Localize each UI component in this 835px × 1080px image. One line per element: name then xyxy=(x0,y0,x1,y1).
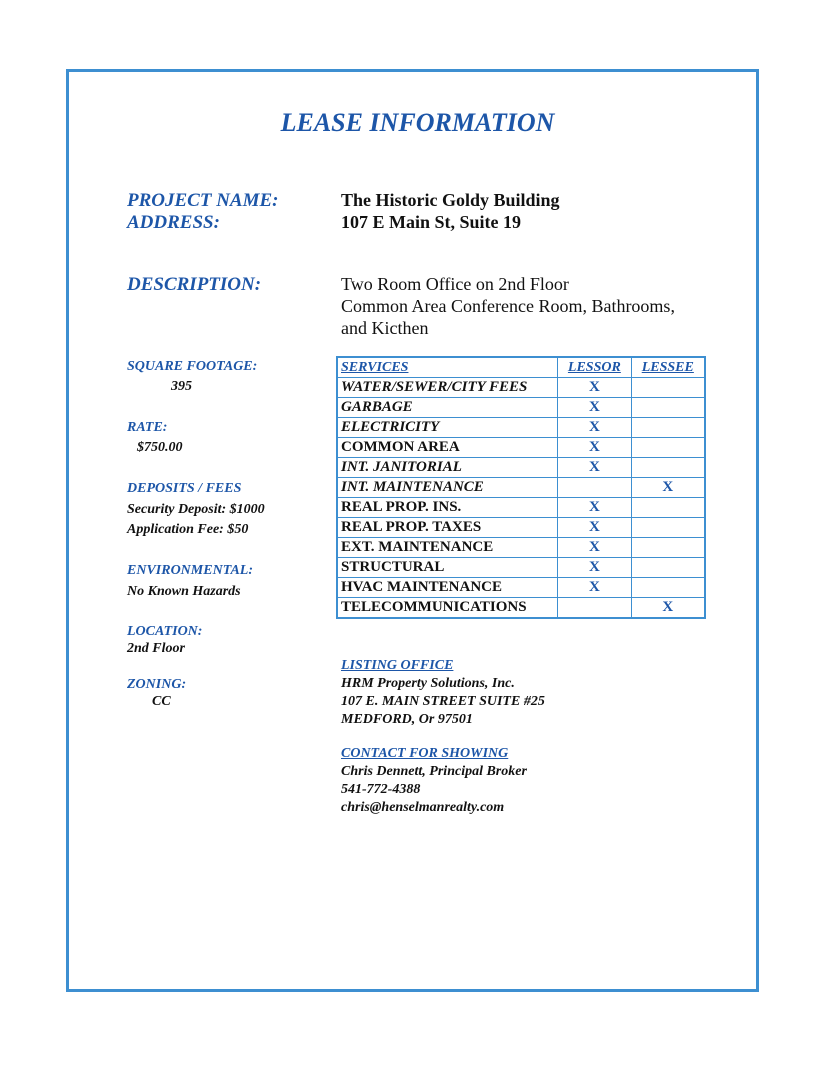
services-header: SERVICES xyxy=(337,357,558,378)
listing-office-street: 107 E. MAIN STREET SUITE #25 xyxy=(341,694,545,709)
service-name: REAL PROP. TAXES xyxy=(337,518,558,538)
lessor-mark: X xyxy=(558,578,631,598)
service-row xyxy=(337,498,705,518)
contact-email: chris@henselmanrealty.com xyxy=(341,800,505,815)
service-name: EXT. MAINTENANCE xyxy=(337,538,558,558)
lessor-mark: X xyxy=(558,378,631,398)
lessee-mark xyxy=(631,458,705,478)
service-name: WATER/SEWER/CITY FEES xyxy=(337,378,558,398)
page-title: LEASE INFORMATION xyxy=(280,108,555,137)
service-name: INT. MAINTENANCE xyxy=(337,478,558,498)
address-value: 107 E Main St, Suite 19 xyxy=(341,212,522,232)
service-name: ELECTRICITY xyxy=(337,418,558,438)
address-label: ADDRESS: xyxy=(127,212,220,233)
description-line: and Kicthen xyxy=(341,318,429,338)
lessor-mark: X xyxy=(558,398,631,418)
lessee-mark xyxy=(631,578,705,598)
service-row xyxy=(337,478,705,498)
contact-phone: 541-772-4388 xyxy=(341,782,421,797)
listing-office-name: HRM Property Solutions, Inc. xyxy=(341,676,515,691)
description-line: Two Room Office on 2nd Floor xyxy=(341,274,569,294)
square-footage-value: 395 xyxy=(171,379,192,394)
service-name: HVAC MAINTENANCE xyxy=(337,578,558,598)
lessee-mark xyxy=(631,418,705,438)
service-row xyxy=(337,458,705,478)
contact-label: CONTACT FOR SHOWING xyxy=(341,746,509,761)
security-deposit: Security Deposit: $1000 xyxy=(127,502,265,517)
description-label: DESCRIPTION: xyxy=(127,274,262,295)
contact-name: Chris Dennett, Principal Broker xyxy=(341,764,527,779)
service-row xyxy=(337,438,705,458)
service-name: REAL PROP. INS. xyxy=(337,498,558,518)
zoning-value: CC xyxy=(152,694,171,709)
environmental-value: No Known Hazards xyxy=(127,584,241,599)
rate-value: $750.00 xyxy=(137,440,183,455)
lessor-mark: X xyxy=(558,458,631,478)
project-name-label: PROJECT NAME: xyxy=(127,190,279,211)
service-row xyxy=(337,378,705,398)
service-row xyxy=(337,538,705,558)
service-name: GARBAGE xyxy=(337,398,558,418)
environmental-label: ENVIRONMENTAL: xyxy=(127,563,254,578)
lessee-mark xyxy=(631,498,705,518)
lessor-mark: X xyxy=(558,418,631,438)
service-row xyxy=(337,398,705,418)
service-row xyxy=(337,558,705,578)
lessee-mark xyxy=(631,438,705,458)
project-name-value: The Historic Goldy Building xyxy=(341,190,560,210)
lessor-mark xyxy=(558,598,631,619)
lessee-mark: X xyxy=(631,598,705,619)
listing-office-city: MEDFORD, Or 97501 xyxy=(341,712,473,727)
service-name: INT. JANITORIAL xyxy=(337,458,558,478)
location-label: LOCATION: xyxy=(127,624,203,639)
service-row xyxy=(337,598,705,619)
service-name: TELECOMMUNICATIONS xyxy=(337,598,558,619)
rate-label: RATE: xyxy=(127,420,168,435)
lessor-mark: X xyxy=(558,438,631,458)
lessee-mark xyxy=(631,398,705,418)
description-text xyxy=(341,273,675,339)
description-line: Common Area Conference Room, Bathrooms, xyxy=(341,296,675,316)
lessee-mark xyxy=(631,518,705,538)
service-name: COMMON AREA xyxy=(337,438,558,458)
lessor-mark: X xyxy=(558,558,631,578)
services-table xyxy=(336,356,706,619)
lessee-mark: X xyxy=(631,478,705,498)
zoning-label: ZONING: xyxy=(127,677,187,692)
application-fee: Application Fee: $50 xyxy=(127,522,249,537)
service-name: STRUCTURAL xyxy=(337,558,558,578)
lessee-mark xyxy=(631,558,705,578)
listing-office-label: LISTING OFFICE xyxy=(341,658,454,673)
lessor-mark: X xyxy=(558,518,631,538)
lessee-mark xyxy=(631,378,705,398)
lessee-mark xyxy=(631,538,705,558)
lessor-mark xyxy=(558,478,631,498)
service-row xyxy=(337,518,705,538)
deposits-label: DEPOSITS / FEES xyxy=(127,481,242,496)
lessor-mark: X xyxy=(558,498,631,518)
service-row xyxy=(337,578,705,598)
lessor-mark: X xyxy=(558,538,631,558)
square-footage-label: SQUARE FOOTAGE: xyxy=(127,359,258,374)
services-header-row xyxy=(337,357,705,378)
lessee-header: LESSEE xyxy=(631,357,705,378)
service-row xyxy=(337,418,705,438)
location-value: 2nd Floor xyxy=(127,641,185,656)
lessor-header: LESSOR xyxy=(558,357,631,378)
